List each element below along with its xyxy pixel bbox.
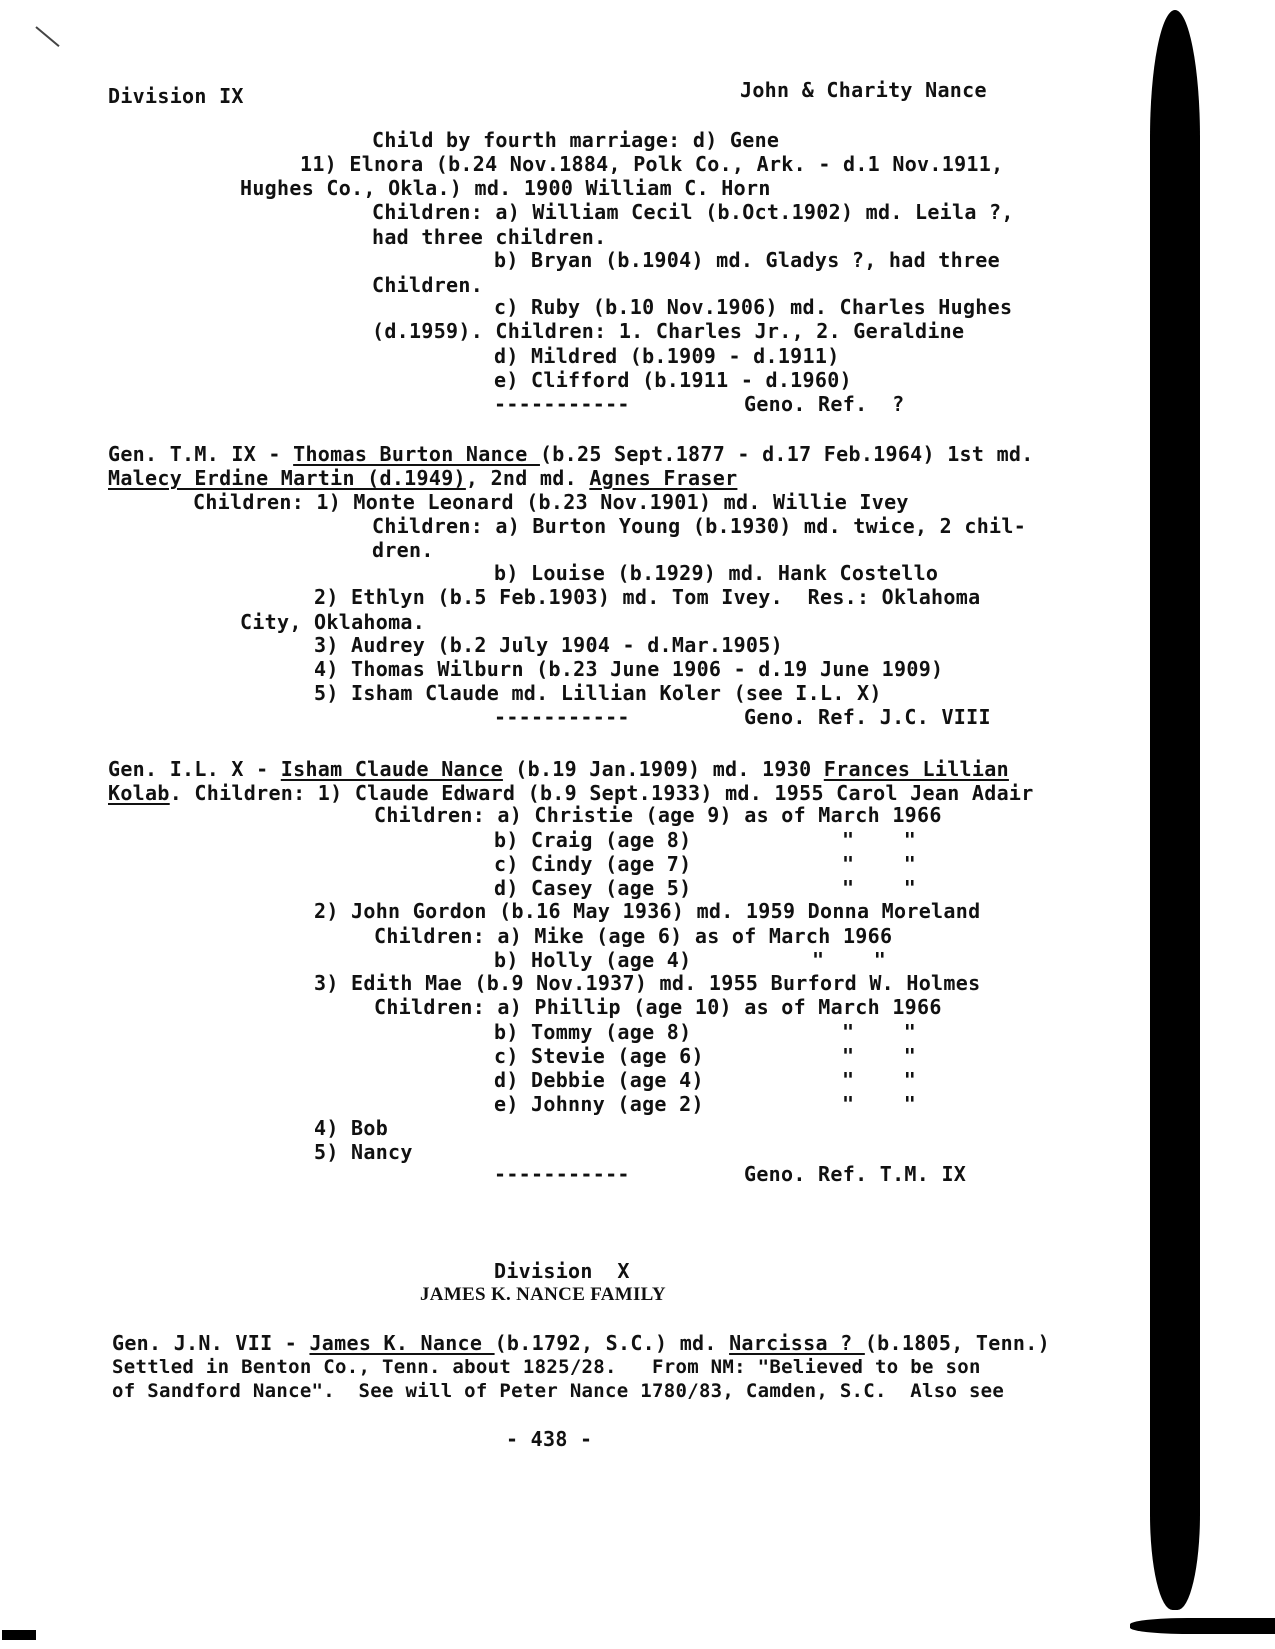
- text-line: c) Cindy (age 7): [494, 852, 692, 876]
- header-family: John & Charity Nance: [740, 78, 987, 102]
- scan-bottom-shadow: [1130, 1618, 1275, 1634]
- text-line: Children: a) William Cecil (b.Oct.1902) md. Leila ?,: [372, 200, 1014, 224]
- text-line: City, Oklahoma.: [240, 610, 426, 634]
- text-span: Gen. I.L. X -: [108, 757, 281, 781]
- generation-line: [108, 781, 1034, 805]
- generation-line: [108, 466, 737, 490]
- text-line: 4) Bob: [314, 1116, 389, 1140]
- text-line: Hughes Co., Okla.) md. 1900 William C. Horn: [240, 176, 771, 200]
- text-line: had three children.: [372, 225, 607, 249]
- ditto-marks: " ": [812, 948, 887, 972]
- text-line: of Sandford Nance". See will of Peter Nance 1780/83, Camden, S.C. Also see: [112, 1380, 1005, 1402]
- ditto-marks: " ": [842, 828, 917, 852]
- generation-line: [112, 1331, 1050, 1355]
- text-span: (b.25 Sept.1877 - d.17 Feb.1964) 1st md.: [539, 442, 1034, 466]
- text-line: Children: a) Christie (age 9) as of March 1966: [374, 803, 942, 827]
- ditto-marks: " ": [842, 852, 917, 876]
- section-subheading: JAMES K. NANCE FAMILY: [420, 1284, 666, 1305]
- text-span: , 2nd md.: [465, 466, 590, 490]
- text-line: dren.: [372, 538, 434, 562]
- scan-mark: [35, 26, 59, 47]
- geno-ref: Geno. Ref. J.C. VIII: [744, 705, 991, 729]
- text-line: d) Casey (age 5): [494, 876, 692, 900]
- text-line: Settled in Benton Co., Tenn. about 1825/28. From NM: "Believed to be son: [112, 1356, 981, 1378]
- text-span: Gen. J.N. VII -: [112, 1331, 310, 1355]
- text-line: d) Mildred (b.1909 - d.1911): [494, 344, 840, 368]
- text-line: Children.: [372, 273, 484, 297]
- text-span: (b.19 Jan.1909) md. 1930: [502, 757, 824, 781]
- text-line: b) Craig (age 8): [494, 828, 692, 852]
- text-span: . Children: 1) Claude Edward (b.9 Sept.1933) md. 1955 Carol Jean Adair: [169, 781, 1034, 805]
- geno-ref: Geno. Ref. ?: [744, 392, 905, 416]
- text-line: 5) Nancy: [314, 1140, 413, 1164]
- person-name: Thomas Burton Nance: [293, 442, 540, 466]
- generation-line: [108, 757, 1009, 781]
- text-line: 11) Elnora (b.24 Nov.1884, Polk Co., Ark. - d.1 Nov.1911,: [300, 152, 1004, 176]
- person-name: Agnes Fraser: [589, 466, 738, 490]
- header-division: Division IX: [108, 84, 244, 108]
- text-line: 4) Thomas Wilburn (b.23 June 1906 - d.19 June 1909): [314, 657, 944, 681]
- text-line: e) Clifford (b.1911 - d.1960): [494, 368, 852, 392]
- text-span: (b.1792, S.C.) md.: [494, 1331, 730, 1355]
- separator: -----------: [494, 1162, 630, 1186]
- text-line: b) Louise (b.1929) md. Hank Costello: [494, 561, 939, 585]
- text-line: (d.1959). Children: 1. Charles Jr., 2. Geraldine: [372, 319, 965, 343]
- text-line: Children: a) Mike (age 6) as of March 1966: [374, 924, 893, 948]
- text-span: (b.1805, Tenn.): [864, 1331, 1050, 1355]
- person-name: Isham Claude Nance: [280, 757, 503, 781]
- ditto-marks: " ": [842, 1068, 917, 1092]
- text-line: b) Tommy (age 8): [494, 1020, 692, 1044]
- generation-line: [108, 442, 1034, 466]
- text-line: b) Bryan (b.1904) md. Gladys ?, had three: [494, 248, 1000, 272]
- text-line: c) Stevie (age 6): [494, 1044, 704, 1068]
- text-line: Children: a) Phillip (age 10) as of March 1966: [374, 995, 942, 1019]
- person-name: Malecy Erdine Martin (d.1949): [108, 466, 466, 490]
- text-span: Gen. T.M. IX -: [108, 442, 294, 466]
- text-line: 2) Ethlyn (b.5 Feb.1903) md. Tom Ivey. Res.: Oklahoma: [314, 585, 981, 609]
- text-line: 3) Edith Mae (b.9 Nov.1937) md. 1955 Burford W. Holmes: [314, 971, 981, 995]
- text-line: Children: 1) Monte Leonard (b.23 Nov.1901) md. Willie Ivey: [193, 490, 909, 514]
- text-line: b) Holly (age 4): [494, 948, 692, 972]
- scan-corner-mark: [2, 1630, 36, 1640]
- person-name: Frances Lillian: [823, 757, 1009, 781]
- person-name: Narcissa ?: [729, 1331, 865, 1355]
- text-line: 2) John Gordon (b.16 May 1936) md. 1959 Donna Moreland: [314, 899, 981, 923]
- text-line: d) Debbie (age 4): [494, 1068, 704, 1092]
- scan-edge-shadow: [1150, 10, 1200, 1610]
- text-line: Child by fourth marriage: d) Gene: [372, 128, 780, 152]
- ditto-marks: " ": [842, 1020, 917, 1044]
- separator: -----------: [494, 392, 630, 416]
- person-name: Kolab: [108, 781, 170, 805]
- person-name: James K. Nance: [309, 1331, 495, 1355]
- text-line: 3) Audrey (b.2 July 1904 - d.Mar.1905): [314, 633, 783, 657]
- text-line: e) Johnny (age 2): [494, 1092, 704, 1116]
- geno-ref: Geno. Ref. T.M. IX: [744, 1162, 967, 1186]
- ditto-marks: " ": [842, 1092, 917, 1116]
- text-line: 5) Isham Claude md. Lillian Koler (see I.L. X): [314, 681, 882, 705]
- page-number: - 438 -: [506, 1427, 593, 1451]
- section-heading: Division X: [494, 1259, 630, 1283]
- ditto-marks: " ": [842, 876, 917, 900]
- separator: -----------: [494, 705, 630, 729]
- ditto-marks: " ": [842, 1044, 917, 1068]
- text-line: c) Ruby (b.10 Nov.1906) md. Charles Hughes: [494, 295, 1013, 319]
- text-line: Children: a) Burton Young (b.1930) md. twice, 2 chil-: [372, 514, 1027, 538]
